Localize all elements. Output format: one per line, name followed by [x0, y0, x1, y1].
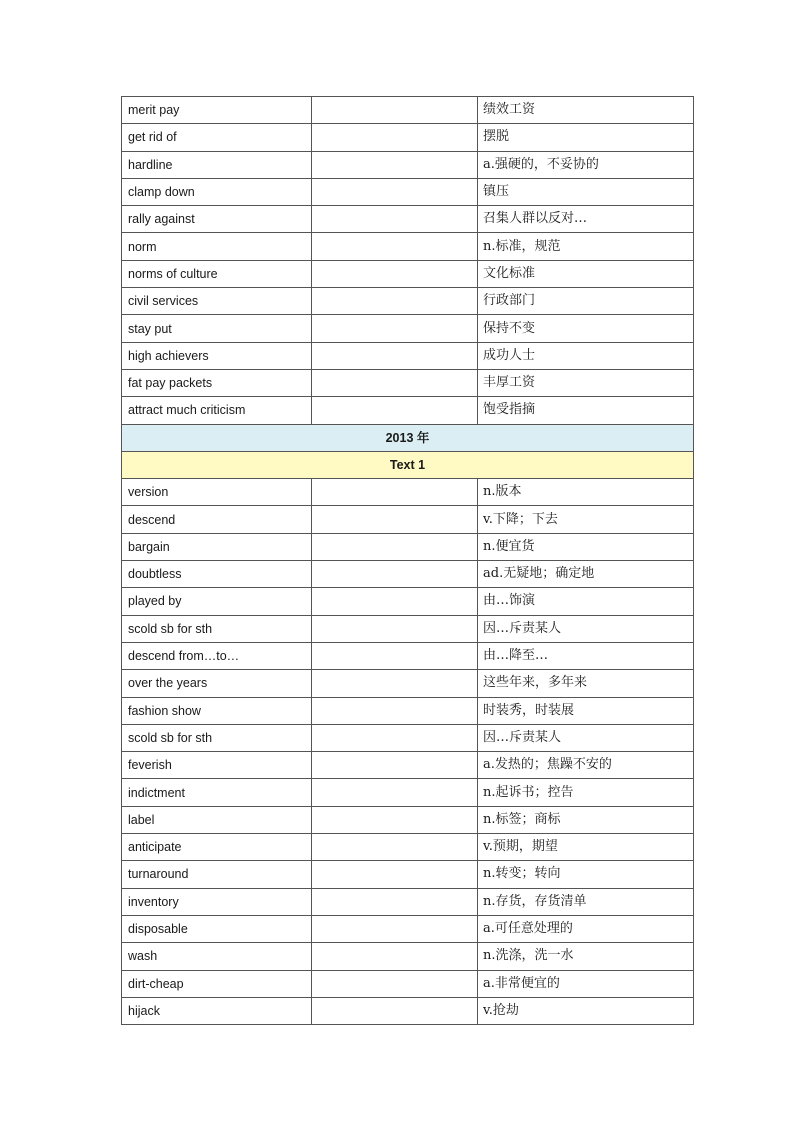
blank-cell [312, 533, 478, 560]
meaning-cell: 因…斥责某人 [478, 724, 694, 751]
term-cell: attract much criticism [122, 397, 312, 424]
blank-cell [312, 178, 478, 205]
meaning-cell: 镇压 [478, 178, 694, 205]
meaning-cell: 丰厚工资 [478, 369, 694, 396]
meaning-cell: 文化标准 [478, 260, 694, 287]
blank-cell [312, 561, 478, 588]
table-row [122, 206, 694, 233]
term-cell: norms of culture [122, 260, 312, 287]
table-row [122, 615, 694, 642]
meaning-cell: v.下降；下去 [478, 506, 694, 533]
blank-cell [312, 615, 478, 642]
table-row [122, 233, 694, 260]
meaning-cell: a.可任意处理的 [478, 915, 694, 942]
blank-cell [312, 697, 478, 724]
term-cell: high achievers [122, 342, 312, 369]
term-cell: rally against [122, 206, 312, 233]
table-row [122, 970, 694, 997]
term-cell: hardline [122, 151, 312, 178]
blank-cell [312, 506, 478, 533]
table-row [122, 260, 694, 287]
table-row [122, 588, 694, 615]
year-section [122, 424, 694, 479]
meaning-cell: n.标签；商标 [478, 806, 694, 833]
term-cell: clamp down [122, 178, 312, 205]
term-cell: scold sb for sth [122, 615, 312, 642]
meaning-cell: n.起诉书；控告 [478, 779, 694, 806]
table-row [122, 369, 694, 396]
blank-cell [312, 724, 478, 751]
term-cell: merit pay [122, 97, 312, 124]
blank-cell [312, 779, 478, 806]
meaning-cell: a.发热的；焦躁不安的 [478, 752, 694, 779]
term-cell: inventory [122, 888, 312, 915]
blank-cell [312, 151, 478, 178]
section-header-row [122, 451, 694, 478]
table-row [122, 479, 694, 506]
section-header: Text 1 [122, 451, 694, 478]
meaning-cell: 饱受指摘 [478, 397, 694, 424]
table-row [122, 670, 694, 697]
blank-cell [312, 288, 478, 315]
blank-cell [312, 888, 478, 915]
meaning-cell: v.抢劫 [478, 997, 694, 1024]
term-cell: disposable [122, 915, 312, 942]
meaning-cell: n.标准，规范 [478, 233, 694, 260]
term-cell: label [122, 806, 312, 833]
year-header-row [122, 424, 694, 451]
vocabulary-text1-section [122, 479, 694, 1025]
blank-cell [312, 124, 478, 151]
term-cell: stay put [122, 315, 312, 342]
meaning-cell: 摆脱 [478, 124, 694, 151]
table-row [122, 943, 694, 970]
blank-cell [312, 915, 478, 942]
table-row [122, 888, 694, 915]
term-cell: hijack [122, 997, 312, 1024]
blank-cell [312, 206, 478, 233]
meaning-cell: ad.无疑地；确定地 [478, 561, 694, 588]
term-cell: over the years [122, 670, 312, 697]
table-row [122, 124, 694, 151]
term-cell: wash [122, 943, 312, 970]
vocabulary-table [121, 96, 694, 1025]
blank-cell [312, 369, 478, 396]
term-cell: fashion show [122, 697, 312, 724]
table-row [122, 506, 694, 533]
blank-cell [312, 861, 478, 888]
table-row [122, 861, 694, 888]
blank-cell [312, 479, 478, 506]
term-cell: dirt-cheap [122, 970, 312, 997]
term-cell: feverish [122, 752, 312, 779]
vocabulary-top-section [122, 97, 694, 425]
meaning-cell: 保持不变 [478, 315, 694, 342]
term-cell: bargain [122, 533, 312, 560]
meaning-cell: 绩效工资 [478, 97, 694, 124]
blank-cell [312, 943, 478, 970]
blank-cell [312, 588, 478, 615]
term-cell: descend [122, 506, 312, 533]
table-row [122, 533, 694, 560]
term-cell: scold sb for sth [122, 724, 312, 751]
term-cell: get rid of [122, 124, 312, 151]
table-row [122, 806, 694, 833]
blank-cell [312, 260, 478, 287]
meaning-cell: 由…饰演 [478, 588, 694, 615]
meaning-cell: a.非常便宜的 [478, 970, 694, 997]
blank-cell [312, 670, 478, 697]
table-row [122, 915, 694, 942]
term-cell: norm [122, 233, 312, 260]
blank-cell [312, 97, 478, 124]
table-row [122, 561, 694, 588]
term-cell: anticipate [122, 834, 312, 861]
term-cell: turnaround [122, 861, 312, 888]
table-row [122, 997, 694, 1024]
blank-cell [312, 970, 478, 997]
meaning-cell: 成功人士 [478, 342, 694, 369]
meaning-cell: 召集人群以反对… [478, 206, 694, 233]
table-row [122, 342, 694, 369]
meaning-cell: v.预期，期望 [478, 834, 694, 861]
table-row [122, 151, 694, 178]
meaning-cell: n.洗涤，洗一水 [478, 943, 694, 970]
table-row [122, 397, 694, 424]
table-row [122, 779, 694, 806]
blank-cell [312, 997, 478, 1024]
term-cell: indictment [122, 779, 312, 806]
blank-cell [312, 752, 478, 779]
term-cell: fat pay packets [122, 369, 312, 396]
blank-cell [312, 834, 478, 861]
table-row [122, 97, 694, 124]
term-cell: descend from…to… [122, 642, 312, 669]
meaning-cell: n.转变；转向 [478, 861, 694, 888]
meaning-cell: n.便宜货 [478, 533, 694, 560]
meaning-cell: 这些年来，多年来 [478, 670, 694, 697]
meaning-cell: 由…降至… [478, 642, 694, 669]
table-row [122, 752, 694, 779]
year-header: 2013 年 [122, 424, 694, 451]
table-row [122, 724, 694, 751]
blank-cell [312, 397, 478, 424]
term-cell: civil services [122, 288, 312, 315]
meaning-cell: n.版本 [478, 479, 694, 506]
table-row [122, 642, 694, 669]
blank-cell [312, 642, 478, 669]
table-row [122, 178, 694, 205]
term-cell: doubtless [122, 561, 312, 588]
blank-cell [312, 806, 478, 833]
blank-cell [312, 233, 478, 260]
meaning-cell: 因…斥责某人 [478, 615, 694, 642]
term-cell: played by [122, 588, 312, 615]
meaning-cell: 行政部门 [478, 288, 694, 315]
table-row [122, 315, 694, 342]
meaning-cell: a.强硬的，不妥协的 [478, 151, 694, 178]
table-row [122, 288, 694, 315]
blank-cell [312, 342, 478, 369]
blank-cell [312, 315, 478, 342]
meaning-cell: 时装秀，时装展 [478, 697, 694, 724]
table-row [122, 697, 694, 724]
table-row [122, 834, 694, 861]
meaning-cell: n.存货，存货清单 [478, 888, 694, 915]
term-cell: version [122, 479, 312, 506]
